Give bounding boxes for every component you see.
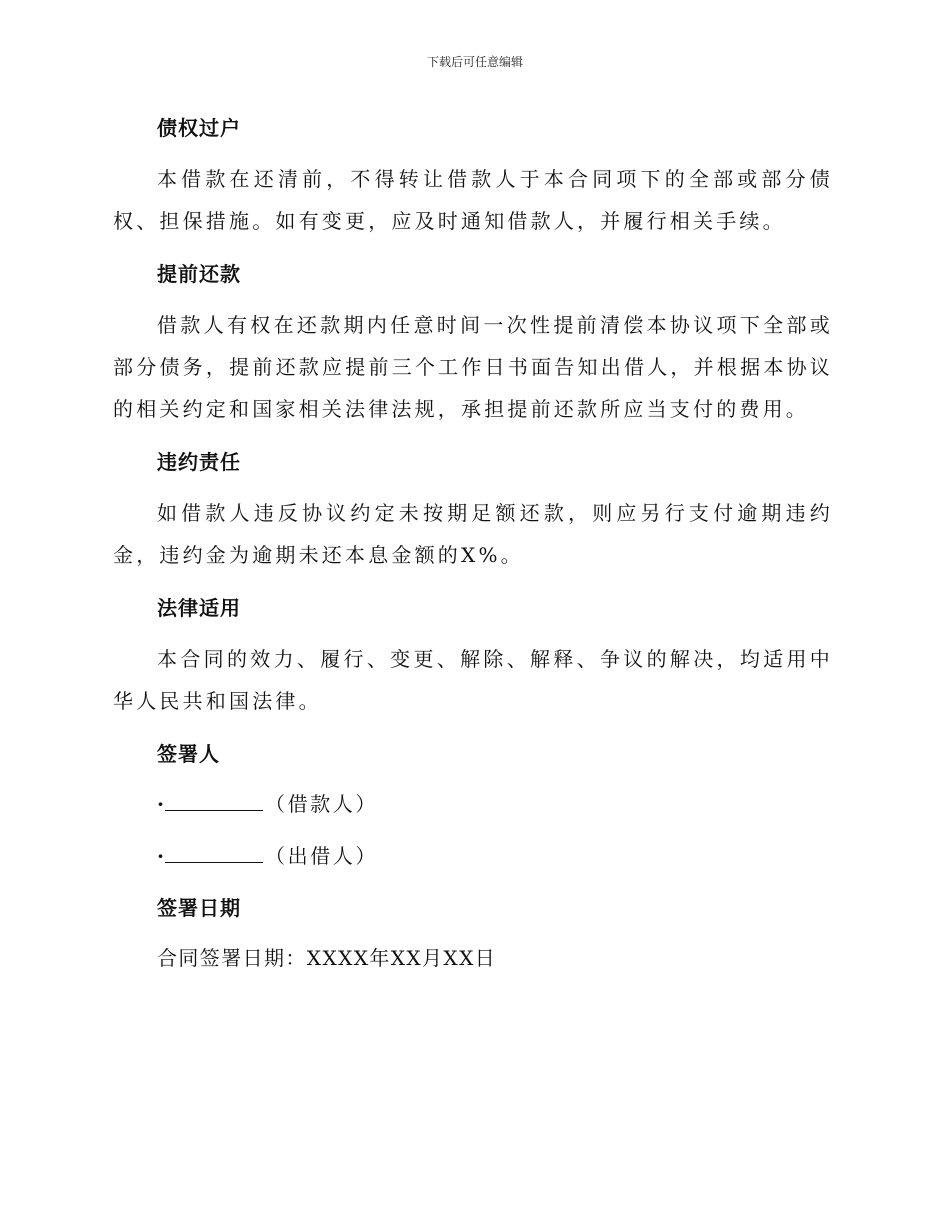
section-body-prepayment: 借款人有权在还款期内任意时间一次性提前清偿本协议项下全部或部分债务，提前还款应提前三个工作日书面告知出借人，并根据本协议的相关约定和国家相关法律法规，承担提前还款所应当支付的费用。 xyxy=(113,313,833,421)
signature-blank[interactable] xyxy=(165,844,263,863)
signatory-role-borrower: （借款人） xyxy=(265,792,378,816)
header-note: 下载后可任意编辑 xyxy=(426,55,523,69)
signatory-line-borrower xyxy=(157,790,378,818)
signatory-role-lender: （出借人） xyxy=(265,844,378,868)
section-body-debt-transfer: 本借款在还清前，不得转让借款人于本合同项下的全部或部分债权、担保措施。如有变更，应及时通知借款人，并履行相关手续。 xyxy=(113,167,833,233)
section-heading-governing-law: 法律适用 xyxy=(157,596,241,620)
signatories-heading: 签署人 xyxy=(157,742,220,766)
bullet-dot: · xyxy=(157,844,167,868)
signing-date-heading: 签署日期 xyxy=(157,896,241,920)
section-heading-debt-transfer: 债权过户 xyxy=(157,116,241,140)
bullet-dot: · xyxy=(157,792,167,816)
section-heading-prepayment: 提前还款 xyxy=(157,262,241,286)
signing-date-text: 合同签署日期：XXXX年XX月XX日 xyxy=(157,946,497,970)
signatory-line-lender xyxy=(157,842,378,870)
section-body-breach: 如借款人违反协议约定未按期足额还款，则应另行支付逾期违约金，违约金为逾期未还本息金额的X%。 xyxy=(113,501,833,567)
signature-blank[interactable] xyxy=(165,792,263,811)
section-heading-breach: 违约责任 xyxy=(157,450,241,474)
section-body-governing-law: 本合同的效力、履行、变更、解除、解释、争议的解决，均适用中华人民共和国法律。 xyxy=(113,647,833,713)
